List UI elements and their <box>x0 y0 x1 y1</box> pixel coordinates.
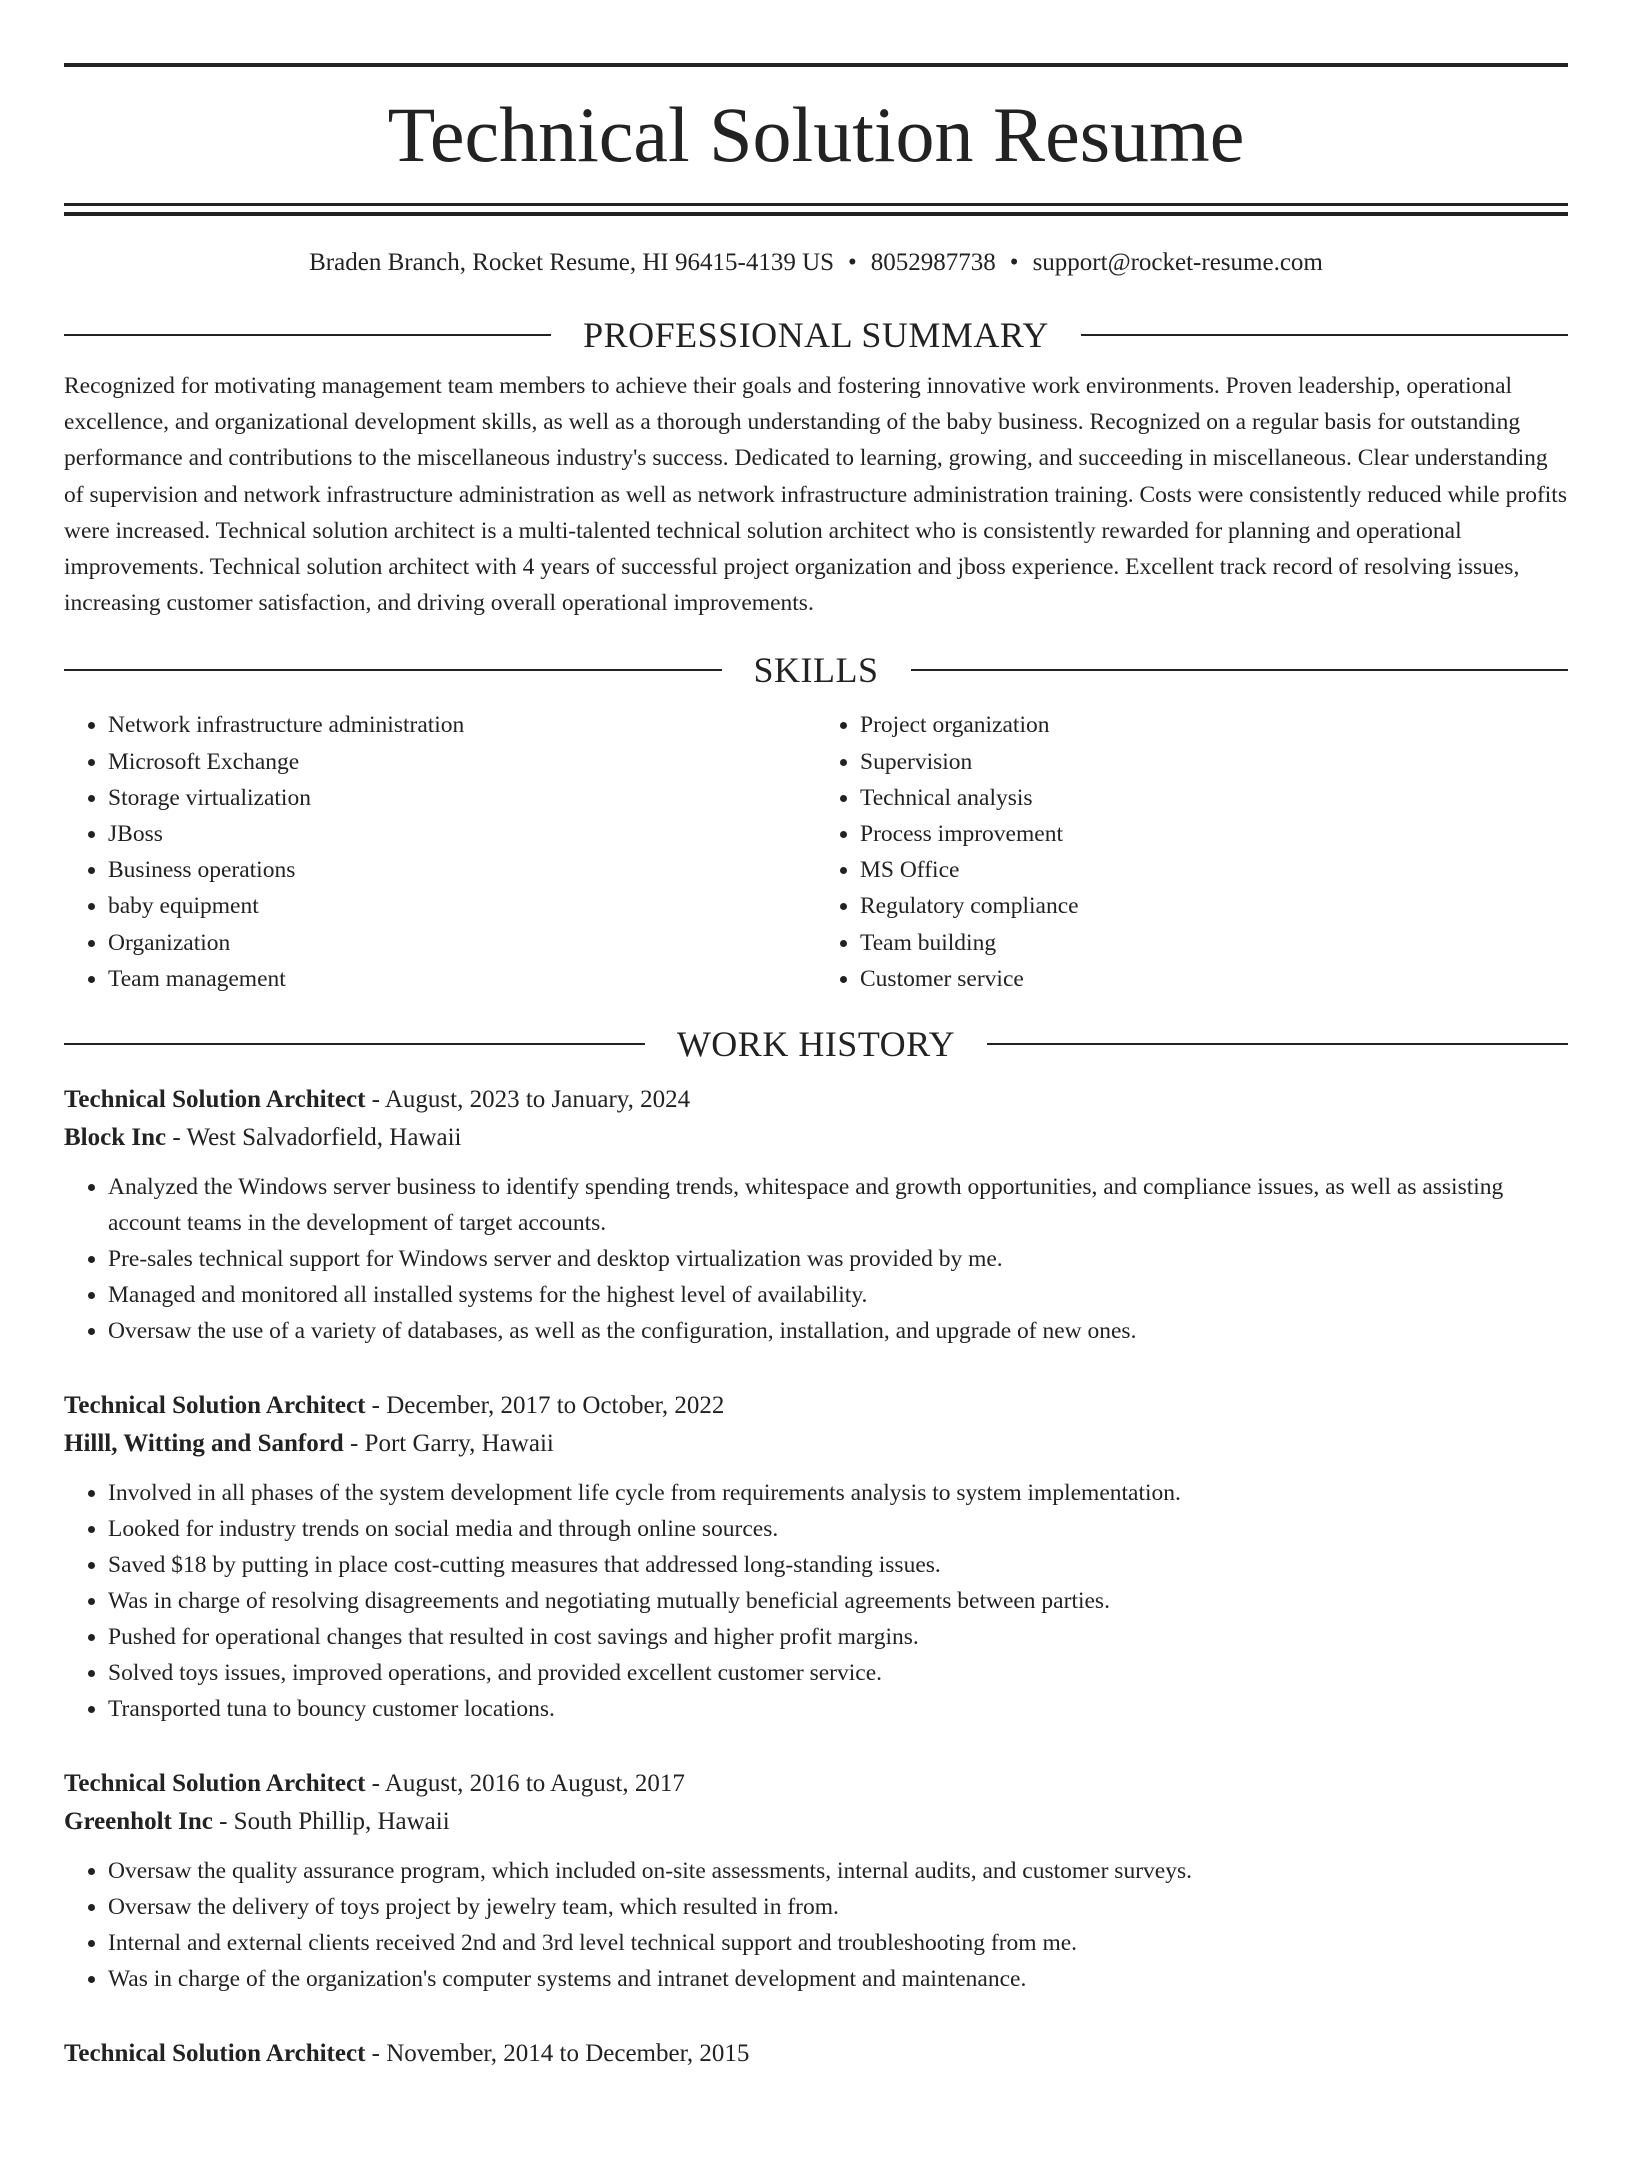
contact-separator: • <box>1009 249 1019 276</box>
heading-rule-right <box>911 669 1569 671</box>
contact-address: Braden Branch, Rocket Resume, HI 96415-4139 US <box>309 249 835 276</box>
contact-phone: 8052987738 <box>870 249 996 276</box>
job-bullet: • Saved $18 by putting in place cost-cutting measures that addressed long-standing issues. <box>108 1547 1568 1583</box>
skill-item: • MS Office <box>860 852 1568 888</box>
document-title: Technical Solution Resume <box>387 91 1245 178</box>
job-title: Technical Solution Architect <box>64 2040 366 2068</box>
job-company: Greenholt Inc <box>64 1808 213 1836</box>
skill-item: • Business operations <box>108 852 816 888</box>
skills-heading-label: SKILLS <box>753 650 879 691</box>
job-company-line <box>64 1803 1568 1841</box>
work-heading-label: WORK HISTORY <box>676 1024 956 1065</box>
job-entry <box>64 1765 1568 1997</box>
skill-item: • Regulatory compliance <box>860 888 1568 924</box>
job-company: Block Inc <box>64 1124 167 1152</box>
job-bullet: • Internal and external clients received 2nd and 3rd level technical support and troubleshooting from me. <box>108 1925 1568 1961</box>
job-bullets <box>64 1853 1568 1997</box>
job-bullet: • Oversaw the quality assurance program, which included on-site assessments, internal audits, and customer surveys. <box>108 1853 1568 1889</box>
job-bullets <box>64 1475 1568 1727</box>
job-bullet: • Solved toys issues, improved operations, and provided excellent customer service. <box>108 1655 1568 1691</box>
job-dates: - November, 2014 to December, 2015 <box>365 2040 750 2068</box>
job-bullet: • Involved in all phases of the system development life cycle from requirements analysis to system implementation. <box>108 1475 1568 1511</box>
job-title: Technical Solution Architect <box>64 1392 366 1420</box>
job-location: - Port Garry, Hawaii <box>343 1430 554 1458</box>
contact-separator: • <box>848 249 857 276</box>
job-entry <box>64 2035 1568 2073</box>
job-dates: - December, 2017 to October, 2022 <box>365 1392 725 1420</box>
summary-text: Recognized for motivating management team members to achieve their goals and fostering innovative work environments. Proven leadership, operational excellence, and organizational development skills, as well as a thorough understanding of the baby business. Recognized on a regular basis for outstanding performance and contributions to the miscellaneous industry's success. Dedicated to learning, growing, and succeeding in miscellaneous. Clear understanding of supervision and network infrastructure administration as well as network infrastructure administration training. Costs were consistently reduced while profits were increased. Technical solution architect is a multi-talented technical solution architect who is consistently rewarded for planning and operational improvements. Technical solution architect with 4 years of successful project organization and jboss experience. Excellent track record of resolving issues, increasing customer satisfaction, and driving overall operational improvements. <box>64 373 1567 617</box>
heading-rule-left <box>64 1043 645 1045</box>
skill-item: • JBoss <box>108 816 816 852</box>
heading-rule-left <box>64 334 551 336</box>
skills-heading <box>64 647 1568 693</box>
heading-rule-right <box>987 1043 1568 1045</box>
contact-line <box>64 246 1568 280</box>
job-bullet: • Looked for industry trends on social media and through online sources. <box>108 1511 1568 1547</box>
job-company-line <box>64 1425 1568 1463</box>
job-location: - West Salvadorfield, Hawaii <box>166 1124 462 1152</box>
job-bullet: • Transported tuna to bouncy customer locations. <box>108 1691 1568 1727</box>
skill-item: • Customer service <box>860 961 1568 997</box>
contact-email: support@rocket-resume.com <box>1032 249 1323 276</box>
work-history-list <box>64 1081 1568 2073</box>
job-entry <box>64 1081 1568 1349</box>
job-title: Technical Solution Architect <box>64 1770 366 1798</box>
job-bullet: • Was in charge of the organization's computer systems and intranet development and maintenance. <box>108 1961 1568 1997</box>
skills-list-right <box>816 707 1568 997</box>
job-title: Technical Solution Architect <box>64 1086 366 1114</box>
skill-item: • Storage virtualization <box>108 780 816 816</box>
skills-columns <box>64 707 1568 997</box>
job-dates: - August, 2023 to January, 2024 <box>365 1086 691 1114</box>
job-bullet: • Managed and monitored all installed systems for the highest level of availability. <box>108 1277 1568 1313</box>
summary-heading <box>64 312 1568 358</box>
skill-item: • Process improvement <box>860 816 1568 852</box>
job-title-line <box>64 2035 1568 2073</box>
title-double-rule <box>64 203 1568 216</box>
job-bullet: • Analyzed the Windows server business to identify spending trends, whitespace and growth opportunities, and compliance issues, as well as assisting account teams in the development of target accounts. <box>108 1169 1568 1241</box>
work-heading <box>64 1021 1568 1067</box>
skills-list-left <box>64 707 816 997</box>
job-dates: - August, 2016 to August, 2017 <box>365 1770 685 1798</box>
job-bullets <box>64 1169 1568 1349</box>
heading-rule-right <box>1081 334 1568 336</box>
job-bullet: • Pushed for operational changes that resulted in cost savings and higher profit margins. <box>108 1619 1568 1655</box>
skill-item: • Team management <box>108 961 816 997</box>
job-title-line <box>64 1765 1568 1803</box>
skill-item: • Network infrastructure administration <box>108 707 816 743</box>
job-bullet: • Oversaw the delivery of toys project by jewelry team, which resulted in from. <box>108 1889 1568 1925</box>
skill-item: • Project organization <box>860 707 1568 743</box>
heading-rule-left <box>64 669 722 671</box>
skill-item: • Supervision <box>860 744 1568 780</box>
resume-page <box>0 63 1632 2175</box>
skill-item: • baby equipment <box>108 888 816 924</box>
job-bullet: • Was in charge of resolving disagreements and negotiating mutually beneficial agreements between parties. <box>108 1583 1568 1619</box>
skill-item: • Organization <box>108 925 816 961</box>
job-title-line <box>64 1387 1568 1425</box>
job-company: Hilll, Witting and Sanford <box>64 1430 344 1458</box>
skill-item: • Team building <box>860 925 1568 961</box>
job-location: - South Phillip, Hawaii <box>212 1808 450 1836</box>
skill-item: • Technical analysis <box>860 780 1568 816</box>
job-title-line <box>64 1081 1568 1119</box>
skill-item: • Microsoft Exchange <box>108 744 816 780</box>
job-company-line <box>64 1119 1568 1157</box>
summary-heading-label: PROFESSIONAL SUMMARY <box>583 315 1049 355</box>
job-entry <box>64 1387 1568 1727</box>
job-bullet: • Pre-sales technical support for Windows server and desktop virtualization was provided by me. <box>108 1241 1568 1277</box>
job-bullet: • Oversaw the use of a variety of databases, as well as the configuration, installation, and upgrade of new ones. <box>108 1313 1568 1349</box>
